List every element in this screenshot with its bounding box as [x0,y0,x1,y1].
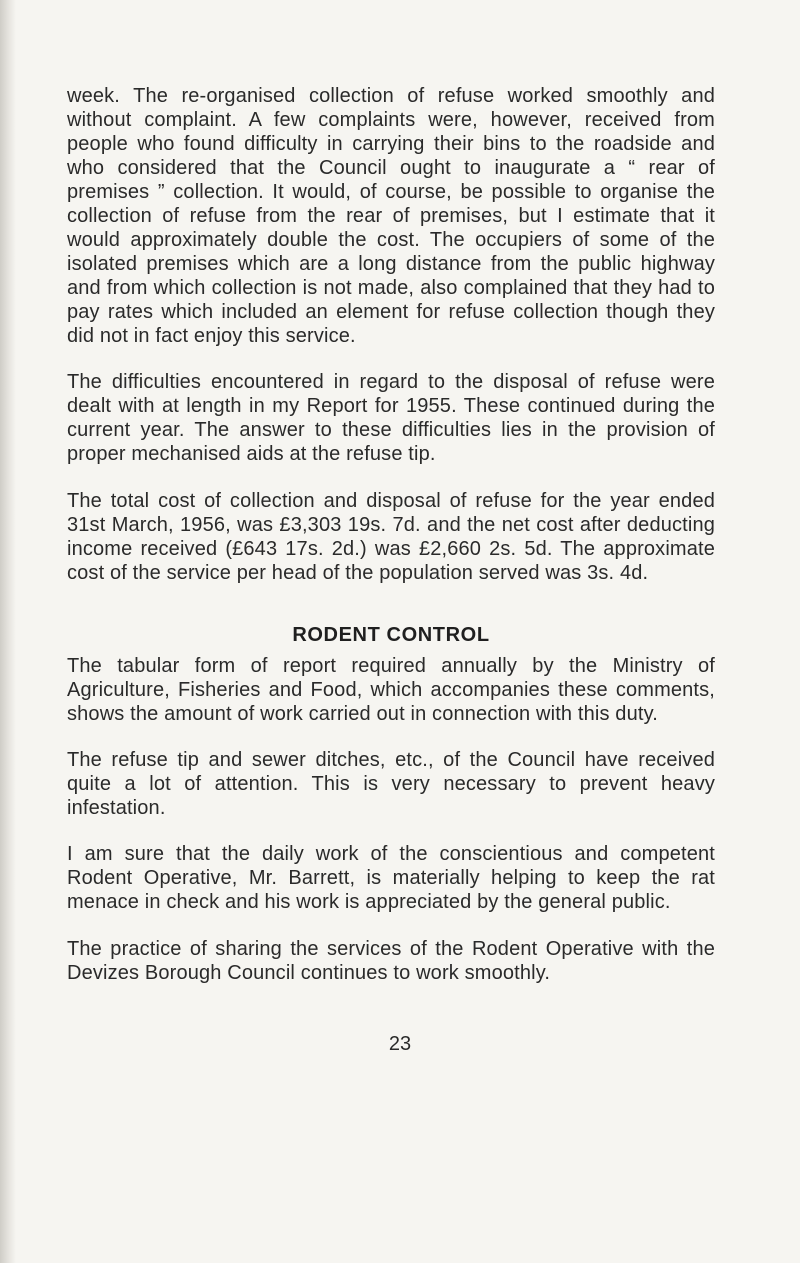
paragraph-refuse-collection: week. The re-organised collection of refuse worked smoothly and without complaint. A few complaints were, however, received from people who found difficulty in carrying their bins to the roadside and who considered that the Council ought to inaugurate a “ rear of premises ” collection. It would, of course, be possible to organise the collection of refuse from the rear of premises, but I estimate that it would approximately double the cost. The occupiers of some of the isolated premises which are a long distance from the public highway and from which collection is not made, also complained that they had to pay rates which included an element for refuse collection though they did not in fact enjoy this service. [67,85,715,347]
page-edge-shadow [0,0,16,1263]
paragraph-refuse-tip-attention: The refuse tip and sewer ditches, etc., of the Council have received quite a lot of attention. This is very necessary to prevent heavy infestation. [67,749,715,819]
section-heading-rodent-control: RODENT CONTROL [292,624,490,646]
paragraph-refuse-disposal: The difficulties encountered in regard to the disposal of refuse were dealt with at length in my Report for 1955. These continued during the current year. The answer to these difficulties lies in the provision of proper mechanised aids at the refuse tip. [67,371,715,465]
paragraph-tabular-report: The tabular form of report required annually by the Ministry of Agriculture, Fisheries and Food, which accompanies these comments, shows the amount of work carried out in connection with this duty. [67,655,715,725]
paragraph-shared-services: The practice of sharing the services of the Rodent Operative with the Devizes Borough Council continues to work smoothly. [67,938,715,984]
paragraph-rodent-operative: I am sure that the daily work of the conscientious and competent Rodent Operative, Mr. Barrett, is materially helping to keep the rat menace in check and his work is appreciated by the general public. [67,843,715,913]
document-page [67,84,715,985]
paragraph-refuse-cost: The total cost of collection and disposal of refuse for the year ended 31st March, 1956, was £3,303 19s. 7d. and the net cost after deducting income received (£643 17s. 2d.) was £2,660 2s. 5d. The approximate cost of the service per head of the population served was 3s. 4d. [67,490,715,584]
page-number: 23 [388,1033,412,1055]
